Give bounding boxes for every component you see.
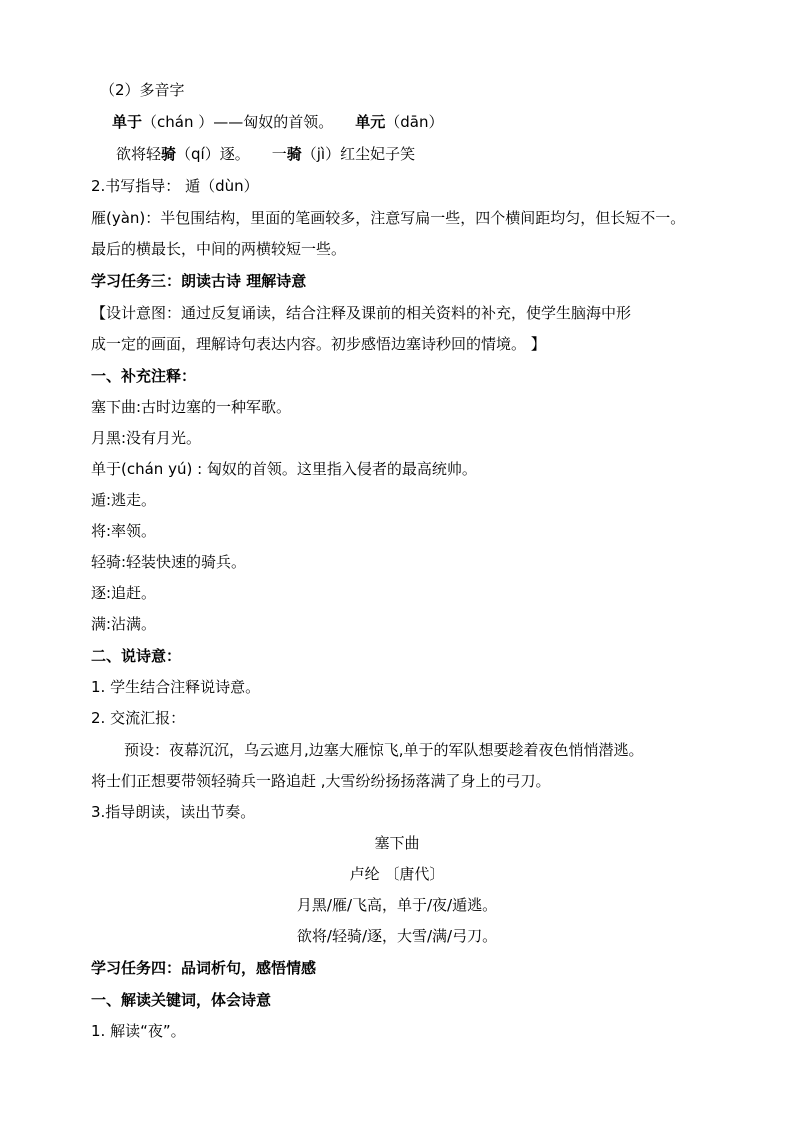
- danyuan-gloss: （dān）: [385, 113, 444, 131]
- annotation-yuehei: 月黑:没有月光。: [91, 429, 202, 447]
- meaning-step-1: 1. 学生结合注释说诗意。: [91, 678, 261, 696]
- writing-guide-text-2: 最后的横最长，中间的两横较短一些。: [91, 240, 347, 258]
- keyword-step-1: 1. 解读“夜”。: [91, 1022, 186, 1040]
- annotation-man: 满:沾满。: [91, 615, 157, 633]
- polyphone-line-chan: [112, 112, 444, 132]
- keyword-heading: 一、解读关键词，体会诗意: [91, 991, 272, 1009]
- design-intent-1: 【设计意图：通过反复诵读，结合注释及课前的相关资料的补充，使学生脑海中形: [91, 304, 632, 322]
- poem-author: 卢纶 〔唐代〕: [349, 865, 445, 883]
- annotation-zhu: 逐:追赶。: [91, 584, 157, 602]
- word-danyuan: 单元: [355, 113, 386, 131]
- writing-guide-heading: 2.书写指导： 遁（dùn）: [91, 177, 259, 195]
- poem-meaning-heading: 二、说诗意：: [91, 647, 182, 665]
- task-four-heading: 学习任务四：品词析句，感悟情感: [91, 959, 317, 977]
- poem-title: 塞下曲: [374, 834, 420, 852]
- polyphone-line-qi: 欲将轻骑（qí）逐。 一骑（jì）红尘妃子笑: [116, 145, 416, 163]
- annotation-chanyu: 单于(chán yú) : 匈奴的首领。这里指入侵者的最高统帅。: [91, 460, 477, 478]
- annotation-saixiaqu: 塞下曲:古时边塞的一种军歌。: [91, 398, 292, 416]
- annotation-jiang: 将:率领。: [91, 522, 157, 540]
- meaning-step-2: 2. 交流汇报：: [91, 709, 186, 727]
- annotation-qingqi: 轻骑:轻装快速的骑兵。: [91, 553, 247, 571]
- word-chanyu: 单于: [112, 113, 143, 131]
- design-intent-2: 成一定的画面，理解诗句表达内容。初步感悟边塞诗秒回的情境。 】: [91, 335, 546, 353]
- chanyu-gloss: （chán ）——匈奴的首领。: [142, 113, 334, 131]
- poem-line-1: 月黑/雁/飞高，单于/夜/遁逃。: [296, 896, 498, 914]
- writing-guide-text-1: 雁(yàn)：半包围结构，里面的笔画较多，注意写扁一些，四个横间距均匀，但长短不一。: [91, 209, 686, 227]
- annotations-heading: 一、补充注释：: [91, 367, 197, 385]
- preset-text-2: 将士们正想要带领轻骑兵一路追赶 ,大雪纷纷扬扬落满了身上的弓刀。: [91, 772, 551, 790]
- reading-guide: 3.指导朗读，读出节奏。: [91, 803, 256, 821]
- poem-line-2: 欲将/轻骑/逐，大雪/满/弓刀。: [296, 927, 498, 945]
- annotation-dun: 遁:逃走。: [91, 491, 157, 509]
- preset-text-1: 预设：夜幕沉沉，乌云遮月,边塞大雁惊飞,单于的军队想要趁着夜色悄悄潜逃。: [124, 741, 644, 759]
- polyphone-heading: （2）多音字: [100, 81, 185, 99]
- task-three-heading: 学习任务三：朗读古诗 理解诗意: [91, 272, 307, 290]
